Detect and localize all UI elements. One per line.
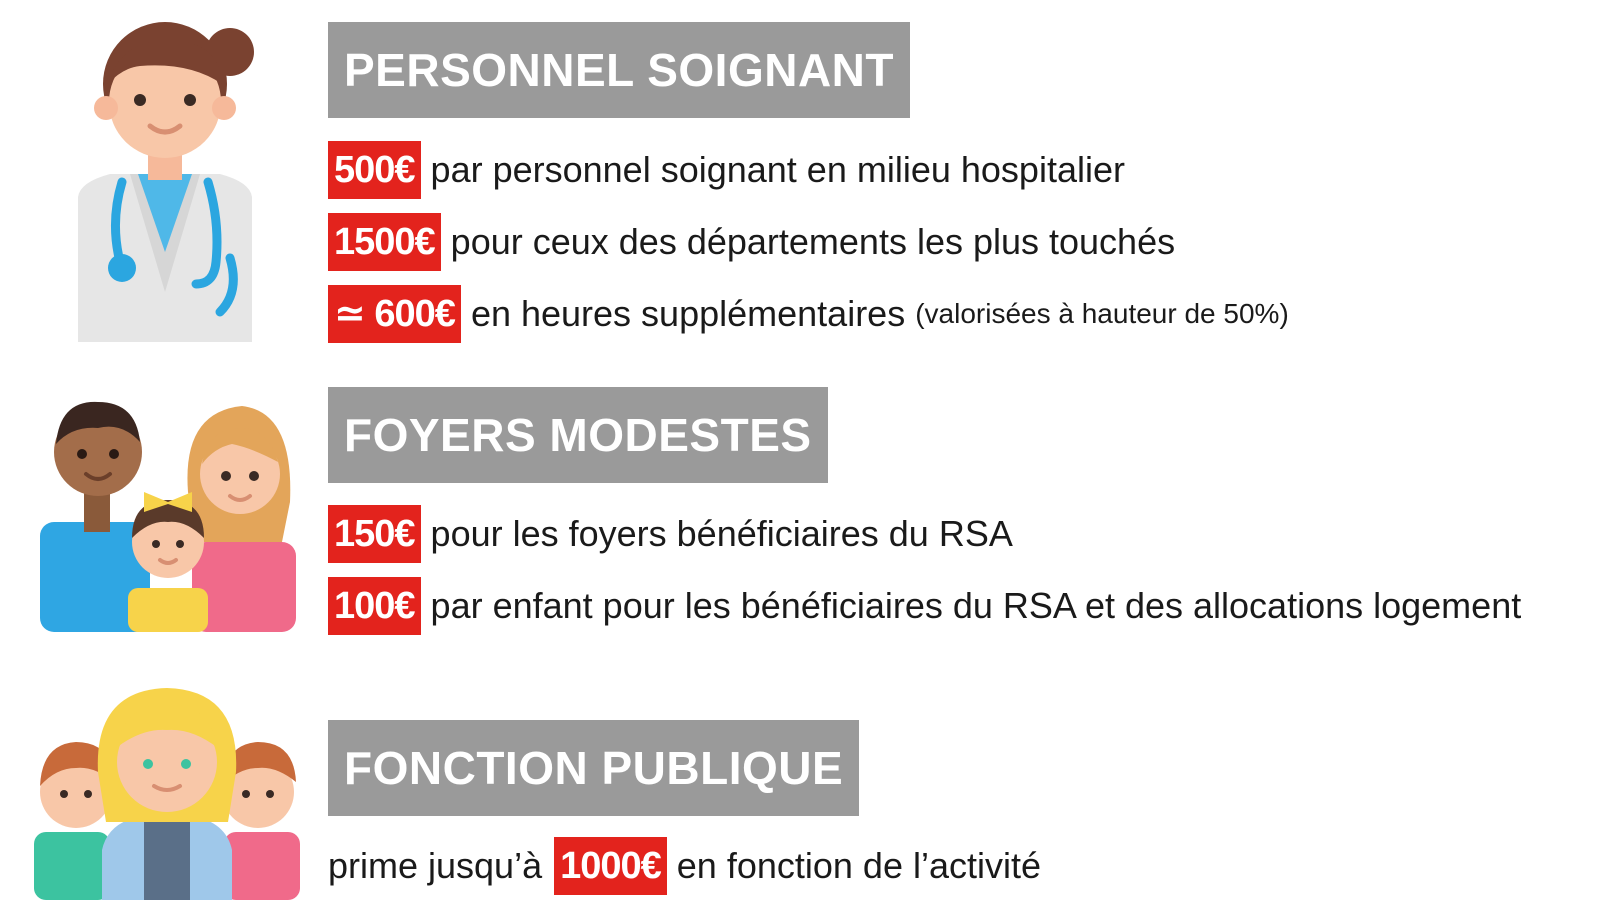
heading-fonction-publique: FONCTION PUBLIQUE <box>328 720 859 816</box>
benefit-text: en fonction de l’activité <box>676 845 1041 886</box>
benefit-text: pour ceux des départements les plus touchés <box>450 221 1176 262</box>
benefit-line <box>328 838 1041 894</box>
benefit-line <box>328 578 1521 634</box>
amount-badge: ≃ 600€ <box>328 285 461 343</box>
benefit-note: (valorisées à hauteur de 50%) <box>915 298 1289 329</box>
amount-badge: 100€ <box>328 577 421 635</box>
benefit-line <box>328 214 1175 270</box>
benefit-text: en heures supplémentaires <box>470 293 906 334</box>
civil-servants-icon <box>32 682 302 900</box>
benefit-prefix: prime jusqu’à <box>328 845 543 886</box>
benefit-text: pour les foyers bénéficiaires du RSA <box>430 513 1013 554</box>
benefit-line <box>328 286 1289 342</box>
benefit-text: par personnel soignant en milieu hospitalier <box>430 149 1125 190</box>
benefit-line <box>328 506 1013 562</box>
amount-badge: 500€ <box>328 141 421 199</box>
family-icon <box>32 392 302 632</box>
benefit-line <box>328 142 1125 198</box>
amount-badge: 150€ <box>328 505 421 563</box>
doctor-icon <box>70 22 260 342</box>
benefit-text: par enfant pour les bénéficiaires du RSA et des allocations logement <box>430 585 1522 626</box>
heading-personnel-soignant: PERSONNEL SOIGNANT <box>328 22 910 118</box>
amount-badge: 1500€ <box>328 213 441 271</box>
amount-badge: 1000€ <box>554 837 667 895</box>
heading-foyers-modestes: FOYERS MODESTES <box>328 387 828 483</box>
